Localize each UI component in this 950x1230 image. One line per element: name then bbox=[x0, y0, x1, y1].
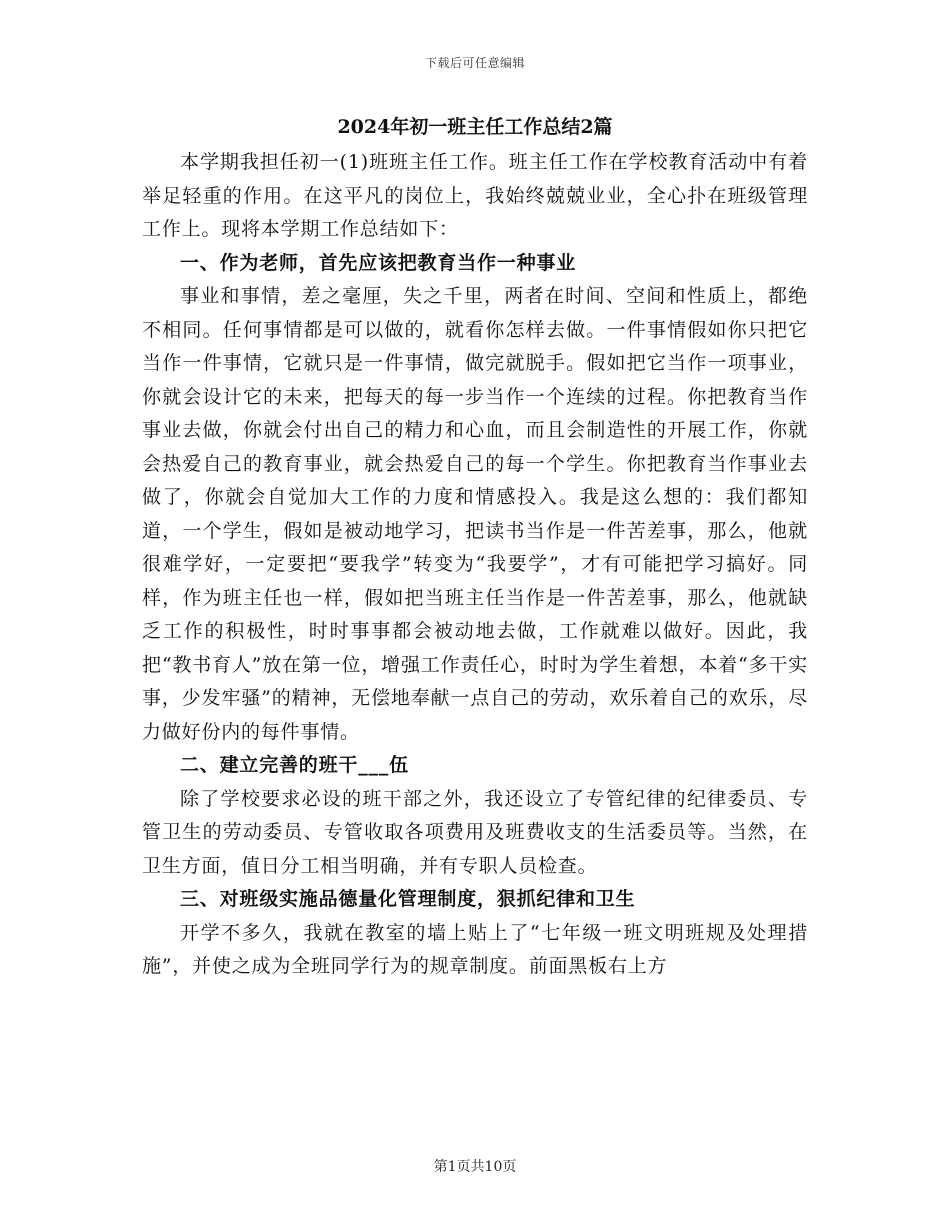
document-title: 2024年初一班主任工作总结2篇 bbox=[337, 116, 613, 138]
section-1-heading: 一、作为老师，首先应该把教育当作一种事业 bbox=[180, 251, 577, 274]
section-2-body: 除了学校要求必设的班干部之外，我还设立了专管纪律的纪律委员、专管卫生的劳动委员、专管收取各项费用及班费收支的生活委员等。当然，在卫生方面，值日分工相当明确，并有专职人员检查。 bbox=[142, 787, 808, 877]
section-2-heading: 二、建立完善的班干___伍 bbox=[180, 754, 409, 776]
section-3-body: 开学不多久，我就在教室的墙上贴上了“七年级一班文明班规及处理措施”，并使之成为全班同学行为的规章制度。前面黑板右上方 bbox=[142, 921, 808, 977]
section-3-heading: 三、对班级实施品德量化管理制度，狠抓纪律和卫生 bbox=[180, 888, 636, 910]
header-note: 下载后可任意编辑 bbox=[424, 56, 525, 70]
document-body bbox=[142, 112, 808, 984]
page-number-footer: 第1页共10页 bbox=[433, 1159, 517, 1175]
section-1-body: 事业和事情，差之毫厘，失之千里，两者在时间、空间和性质上，都绝不相同。任何事情都是可以做的，就看你怎样去做。一件事情假如你只把它当作一件事情，它就只是一件事情，做完就脱手。假如把它当作一项事业，你就会设计它的未来，把每天的每一步当作一个连续的过程。你把教育当作事业去做，你就会付出自己的精力和心血，而且会制造性的开展工作，你就会热爱自己的教育事业，就会热爱自己的每一个学生。你把教育当作事业去做了，你就会自觉加大工作的力度和情感投入。我是这么想的：我们都知道，一个学生，假如是被动地学习，把读书当作是一件苦差事，那么，他就很难学好，一定要把“要我学”转变为“我要学”，才有可能把学习搞好。同样，作为班主任也一样，假如把当班主任当作是一件苦差事，那么，他就缺乏工作的积极性，时时事事都会被动地去做，工作就难以做好。因此，我把“教书育人”放在第一位，增强工作责任心，时时为学生着想，本着“多干实事，少发牢骚”的精神，无偿地奉献一点自己的劳动，欢乐着自己的欢乐，尽力做好份内的每件事情。 bbox=[142, 285, 808, 743]
intro-paragraph: 本学期我担任初一(1)班班主任工作。班主任工作在学校教育活动中有着举足轻重的作用。在这平凡的岗位上，我始终兢兢业业，全心扑在班级管理工作上。现将本学期工作总结如下： bbox=[142, 151, 808, 240]
